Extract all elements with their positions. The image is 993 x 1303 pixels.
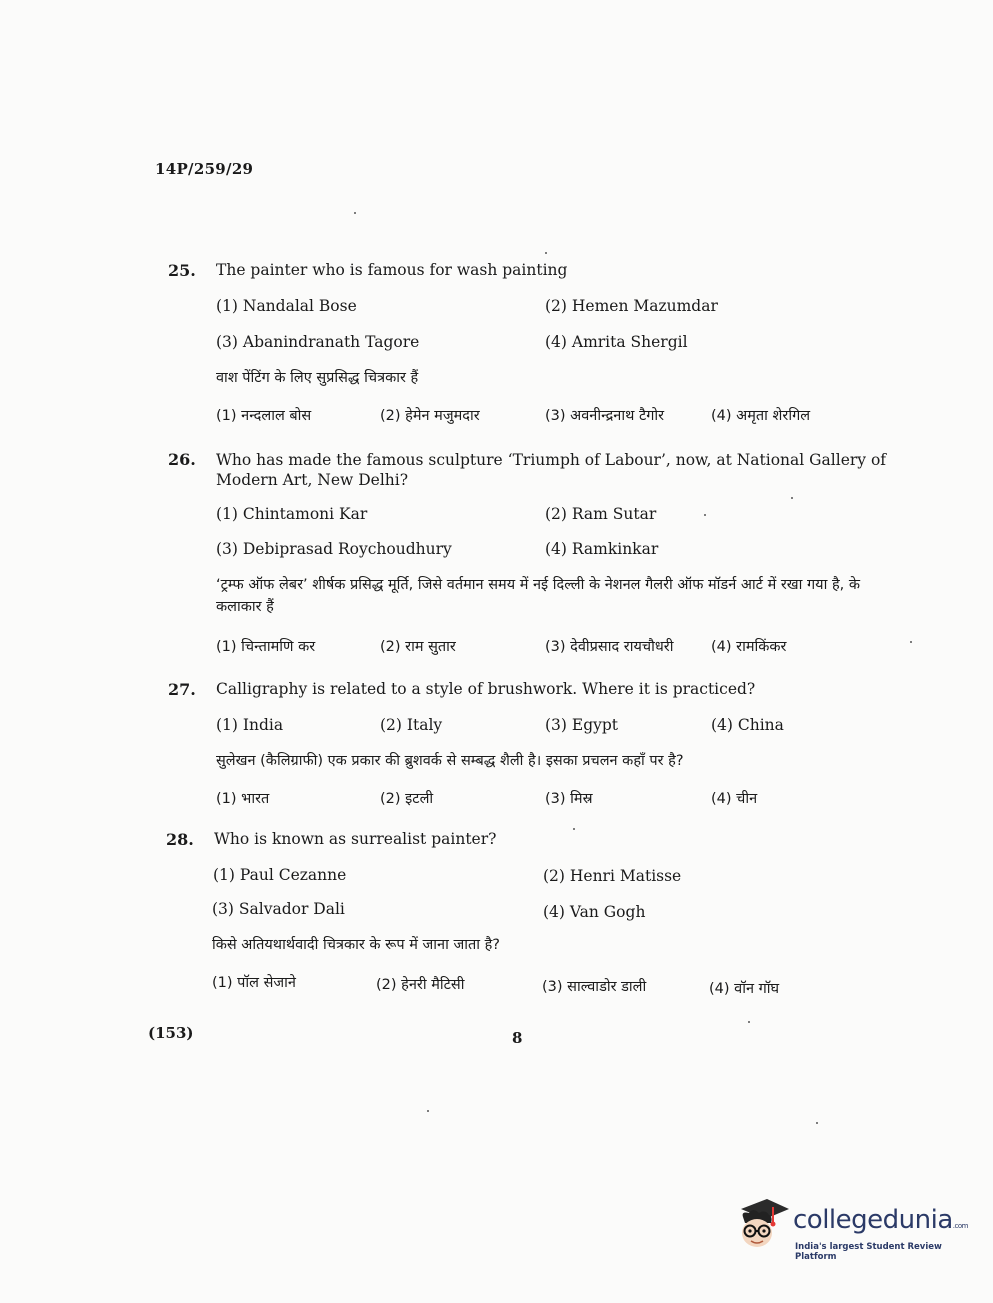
scan-speck (748, 1021, 750, 1023)
option-hindi: (1) भारत (216, 791, 270, 807)
option: (4) Amrita Shergil (545, 333, 688, 351)
option: (3) Egypt (545, 716, 619, 734)
question-number: 28. (166, 830, 194, 849)
option-hindi: (4) वॉन गॉघ (709, 981, 780, 997)
scan-speck (427, 1110, 429, 1112)
scan-speck (816, 1122, 818, 1124)
option: (1) Chintamoni Kar (216, 505, 368, 523)
option-hindi: (2) इटली (380, 791, 434, 807)
question-text: The painter who is famous for wash painting (216, 261, 568, 279)
option: (3) Abanindranath Tagore (216, 333, 420, 351)
question-text: Who is known as surrealist painter? (214, 830, 497, 848)
option: (3) Debiprasad Roychoudhury (216, 540, 452, 558)
page-number: 8 (512, 1029, 523, 1047)
question-text-hindi: ‘ट्रम्फ ऑफ लेबर’ शीर्षक प्रसिद्ध मूर्ति, जिसे वर्तमान समय में नई दिल्ली के नेशनल गैलरी ऑफ मॉडर्न आर्ट में रखा गया है, के कलाकार हैं (216, 577, 861, 615)
option-hindi: (2) हेनरी मैटिसी (376, 977, 465, 993)
question-text-hindi: वाश पेंटिंग के लिए सुप्रसिद्ध चित्रकार हैं (216, 370, 419, 386)
student-mascot-icon (733, 1195, 791, 1265)
scan-speck (704, 514, 706, 516)
option: (4) Van Gogh (543, 903, 646, 921)
option: (4) China (711, 716, 784, 734)
option-hindi: (1) पॉल सेजाने (212, 975, 296, 991)
option: (4) Ramkinkar (545, 540, 659, 558)
question-number: 25. (168, 261, 196, 280)
option: (2) Hemen Mazumdar (545, 297, 718, 315)
option-hindi: (3) साल्वाडोर डाली (542, 979, 647, 995)
scan-speck (791, 497, 793, 499)
option-hindi: (4) अमृता शेरगिल (711, 408, 811, 424)
question-text: Who has made the famous sculpture ‘Triumph of Labour’, now, at National Gallery of Modern Art, New Delhi? (216, 451, 887, 489)
scan-speck (354, 212, 356, 214)
scan-speck (910, 641, 912, 643)
logo-wordmark: collegedunia.com (793, 1205, 968, 1235)
option-hindi: (3) मिस्र (545, 791, 593, 807)
question-text-hindi: किसे अतियथार्थवादी चित्रकार के रूप में जाना जाता है? (212, 937, 500, 953)
option: (1) Paul Cezanne (213, 866, 347, 884)
option: (3) Salvador Dali (212, 900, 345, 918)
option: (2) Ram Sutar (545, 505, 657, 523)
option-hindi: (4) रामकिंकर (711, 639, 787, 655)
option-hindi: (2) राम सुतार (380, 639, 456, 655)
scan-speck (545, 252, 547, 254)
collegedunia-logo (733, 1195, 968, 1270)
paper-code: 14P/259/29 (155, 160, 254, 178)
option-hindi: (1) नन्दलाल बोस (216, 408, 312, 424)
question-text: Calligraphy is related to a style of brushwork. Where it is practiced? (216, 680, 756, 698)
footer-code: (153) (148, 1024, 194, 1042)
scan-speck (573, 828, 575, 830)
question-number: 26. (168, 450, 196, 469)
option-hindi: (3) अवनीन्द्रनाथ टैगोर (545, 408, 665, 424)
option-hindi: (3) देवीप्रसाद रायचौधरी (545, 639, 674, 655)
option: (2) Italy (380, 716, 443, 734)
question-text-hindi: सुलेखन (कैलिग्राफी) एक प्रकार की ब्रुशवर्क से सम्बद्ध शैली है। इसका प्रचलन कहाँ पर है? (216, 753, 684, 769)
question-number: 27. (168, 680, 196, 699)
logo-tagline: India's largest Student Review Platform (795, 1242, 942, 1262)
option-hindi: (4) चीन (711, 791, 758, 807)
option: (1) India (216, 716, 284, 734)
option: (1) Nandalal Bose (216, 297, 357, 315)
option-hindi: (1) चिन्तामणि कर (216, 639, 316, 655)
option: (2) Henri Matisse (543, 867, 682, 885)
option-hindi: (2) हेमेन मजुमदार (380, 408, 480, 424)
